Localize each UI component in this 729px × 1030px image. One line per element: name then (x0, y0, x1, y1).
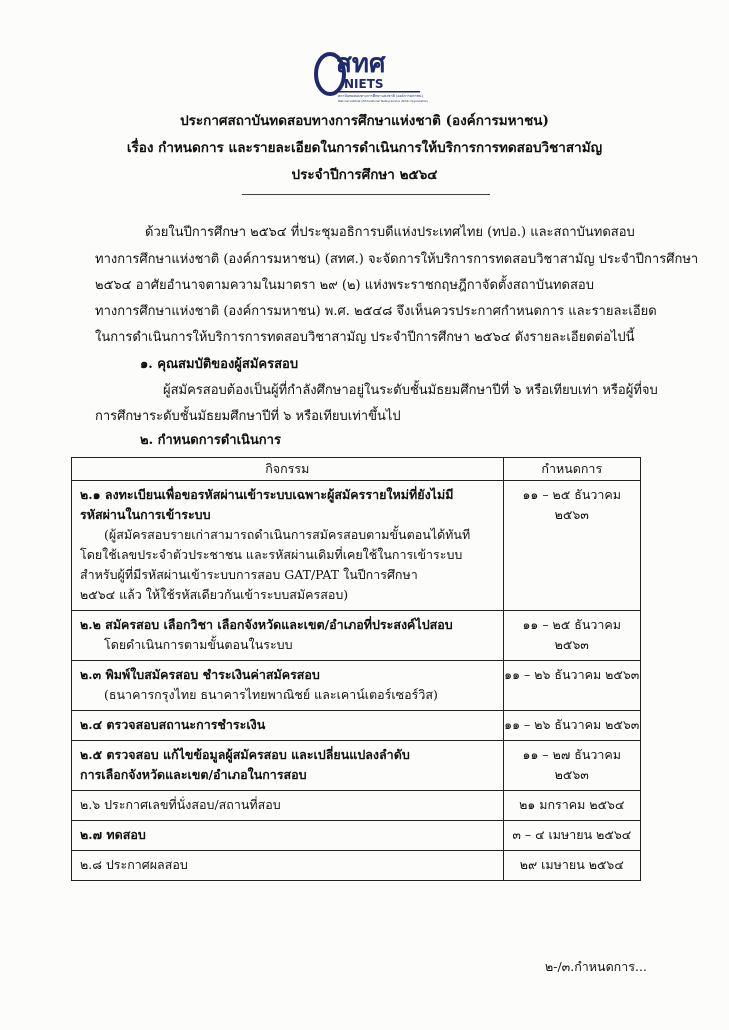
activity-title: ๒.๗ ทดสอบ (80, 827, 146, 842)
table-row (72, 741, 641, 791)
section-1-heading: ๑. คุณสมบัติของผู้สมัครสอบ (140, 357, 299, 372)
date-cell: ๒๑ มกราคม ๒๕๖๔ (503, 791, 640, 821)
table-header-row (72, 458, 641, 481)
activity-cell (72, 821, 504, 851)
activity-title-cont: รหัสผ่านในการเข้าระบบ (80, 507, 211, 522)
date-cell: ๑๑ – ๒๕ ธันวาคม ๒๕๖๓ (503, 611, 640, 661)
activity-note: โดยดำเนินการตามขั้นตอนในระบบ (104, 637, 293, 652)
activity-title-cont: การเลือกจังหวัดและเขต/อำเภอในการสอบ (80, 767, 307, 782)
activity-cell (72, 851, 504, 881)
date-cell: ๑๑ – ๒๖ ธันวาคม ๒๕๖๓ (503, 661, 640, 711)
table-row (72, 711, 641, 741)
activity-title: ๒.๓ พิมพ์ใบสมัครสอบ ชำระเงินค่าสมัครสอบ (80, 667, 320, 682)
activity-title: ๒.๒ สมัครสอบ เลือกวิชา เลือกจังหวัดและเขต/อำเภอที่ประสงค์ไปสอบ (80, 617, 453, 632)
page-continuation: ๒-/๓.กำหนดการ... (545, 959, 647, 974)
column-header-date: กำหนดการ (503, 458, 640, 481)
intro-line-4: ทางการศึกษาแห่งชาติ (องค์การมหาชน) พ.ศ. ๒๕๔๘ จึงเห็นควรประกาศกำหนดการ และรายละเอียด (95, 304, 657, 319)
intro-line-1: ด้วยในปีการศึกษา ๒๕๖๔ ที่ประชุมอธิการบดีแห่งประเทศไทย (ทปอ.) และสถาบันทดสอบ (145, 225, 635, 240)
activity-note: โดยใช้เลขประจำตัวประชาชน และรหัสผ่านเดิมที่เคยใช้ในการเข้าระบบ (80, 547, 463, 562)
logo-full-thai: สถาบันทดสอบทางการศึกษาแห่งชาติ (องค์การมหาชน) (338, 94, 423, 98)
intro-line-2: ทางการศึกษาแห่งชาติ (องค์การมหาชน) (สทศ.) จะจัดการให้บริการการทดสอบวิชาสามัญ ประจำปีการศึกษา (95, 252, 699, 267)
activity-title: ๒.๘ ประกาศผลสอบ (80, 857, 188, 872)
activity-title: ๒.๔ ตรวจสอบสถานะการชำระเงิน (80, 717, 266, 732)
intro-line-5: ในการดำเนินการให้บริการการทดสอบวิชาสามัญ ประจำปีการศึกษา ๒๕๖๔ ดังรายละเอียดต่อไปนี้ (95, 330, 635, 345)
intro-line-3: ๒๕๖๔ อาศัยอำนาจตามความในมาตรา ๒๙ (๒) แห่งพระราชกฤษฎีกาจัดตั้งสถาบันทดสอบ (95, 278, 594, 293)
niets-logo (308, 44, 428, 104)
table-row (72, 821, 641, 851)
header-divider (242, 194, 490, 195)
table-row (72, 611, 641, 661)
section-1-line-2: การศึกษาระดับชั้นมัธยมศึกษาปีที่ ๖ หรือเทียบเท่าขึ้นไป (95, 409, 401, 424)
activity-note: (ธนาคารกรุงไทย ธนาคารไทยพาณิชย์ และเคาน์เตอร์เซอร์วิส) (104, 687, 438, 702)
academic-year: ประจำปีการศึกษา ๒๕๖๔ (291, 167, 438, 183)
table-row (72, 661, 641, 711)
activity-cell (72, 611, 504, 661)
date-cell: ๑๑ – ๒๕ ธันวาคม ๒๕๖๓ (503, 481, 640, 611)
section-2-heading: ๒. กำหนดการดำเนินการ (140, 433, 281, 448)
activity-note: ๒๕๖๔ แล้ว ให้ใช้รหัสเดียวกันเข้าระบบสมัครสอบ) (80, 587, 349, 602)
activity-title: ๒.๖ ประกาศเลขที่นั่งสอบ/สถานที่สอบ (80, 797, 281, 812)
schedule-table (71, 457, 641, 881)
activity-cell (72, 481, 504, 611)
announcement-title: ประกาศสถาบันทดสอบทางการศึกษาแห่งชาติ (องค์การมหาชน) (180, 113, 549, 129)
announcement-subject: เรื่อง กำหนดการ และรายละเอียดในการดำเนินการให้บริการการทดสอบวิชาสามัญ (126, 140, 603, 156)
table-row (72, 851, 641, 881)
logo-abbr-text: NIETS (344, 77, 384, 91)
date-cell: ๑๑ – ๒๗ ธันวาคม ๒๕๖๓ (503, 741, 640, 791)
activity-note: (ผู้สมัครสอบรายเก่าสามารถดำเนินการสมัครสอบตามขั้นตอนได้ทันที (104, 527, 471, 542)
activity-cell (72, 791, 504, 821)
column-header-activity: กิจกรรม (72, 458, 504, 481)
activity-title: ๒.๑ ลงทะเบียนเพื่อขอรหัสผ่านเข้าระบบเฉพาะผู้สมัครรายใหม่ที่ยังไม่มี (80, 487, 454, 502)
activity-cell (72, 741, 504, 791)
table-row (72, 481, 641, 611)
activity-cell (72, 711, 504, 741)
logo-full-en: National Institute of Educational Testing Service (Public Organization) (338, 100, 428, 103)
activity-cell (72, 661, 504, 711)
date-cell: ๑๑ – ๒๖ ธันวาคม ๒๕๖๓ (503, 711, 640, 741)
activity-note: สำหรับผู้ที่มีรหัสผ่านเข้าระบบการสอบ GAT/PAT ในปีการศึกษา (80, 567, 418, 582)
table-row (72, 791, 641, 821)
logo-thai-text: สทศ (336, 49, 386, 79)
date-cell: ๒๙ เมษายน ๒๕๖๔ (503, 851, 640, 881)
section-1-line-1: ผู้สมัครสอบต้องเป็นผู้ที่กำลังศึกษาอยู่ในระดับชั้นมัธยมศึกษาปีที่ ๖ หรือเทียบเท่า หรือผู้ที่จบ (163, 383, 658, 398)
activity-title: ๒.๕ ตรวจสอบ แก้ไขข้อมูลผู้สมัครสอบ และเปลี่ยนแปลงลำดับ (80, 747, 410, 762)
date-cell: ๓ – ๔ เมษายน ๒๕๖๔ (503, 821, 640, 851)
